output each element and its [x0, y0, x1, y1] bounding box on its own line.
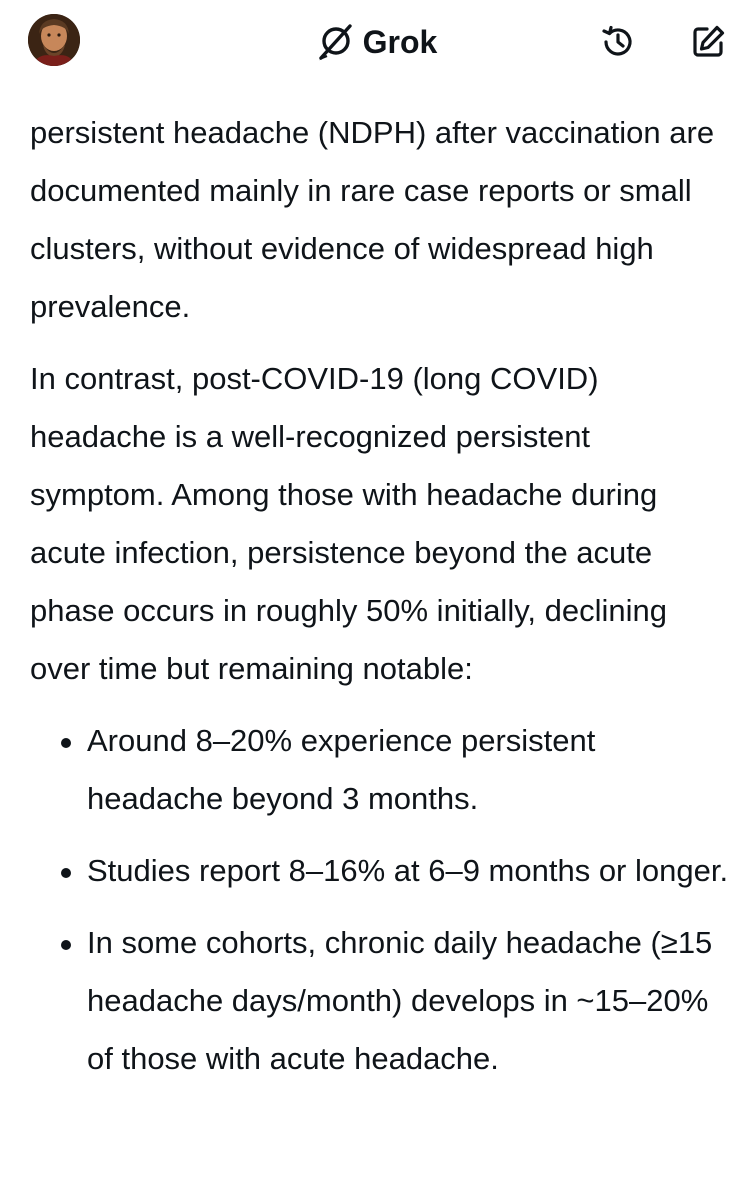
compose-button[interactable] — [688, 22, 728, 62]
bullet-icon — [61, 738, 71, 748]
list-item — [30, 914, 730, 1088]
intro-paragraph: persistent headache (NDPH) after vaccination are documented mainly in rare case reports or small clusters, without evidence of widespread high prevalence. — [30, 115, 715, 324]
statistics-list — [30, 712, 730, 1088]
history-button[interactable] — [598, 22, 638, 62]
compose-icon — [689, 23, 727, 61]
top-bar — [0, 0, 752, 84]
bullet-icon — [61, 940, 71, 950]
bullet-icon — [61, 868, 71, 878]
grok-logo-icon — [315, 22, 355, 62]
app-title: Grok — [362, 23, 438, 60]
list-item — [30, 712, 730, 828]
list-item-text: In some cohorts, chronic daily headache (≥15 headache days/month) develops in ~15–20% of those with acute headache. — [87, 925, 713, 1076]
contrast-paragraph: In contrast, post-COVID-19 (long COVID) headache is a well-recognized persistent symptom. Among those with headache during acute infection, persistence beyond the acute phase occurs in roughly 50% initially, declining over time but remaining notable: — [30, 361, 667, 686]
brand — [0, 20, 752, 64]
history-icon — [599, 23, 637, 61]
clipped-previous-line — [30, 84, 730, 104]
list-item-text: Studies report 8–16% at 6–9 months or longer. — [87, 853, 729, 888]
list-item-text: Around 8–20% experience persistent headache beyond 3 months. — [87, 723, 596, 816]
grok-response — [30, 84, 730, 1102]
list-item — [30, 842, 730, 900]
